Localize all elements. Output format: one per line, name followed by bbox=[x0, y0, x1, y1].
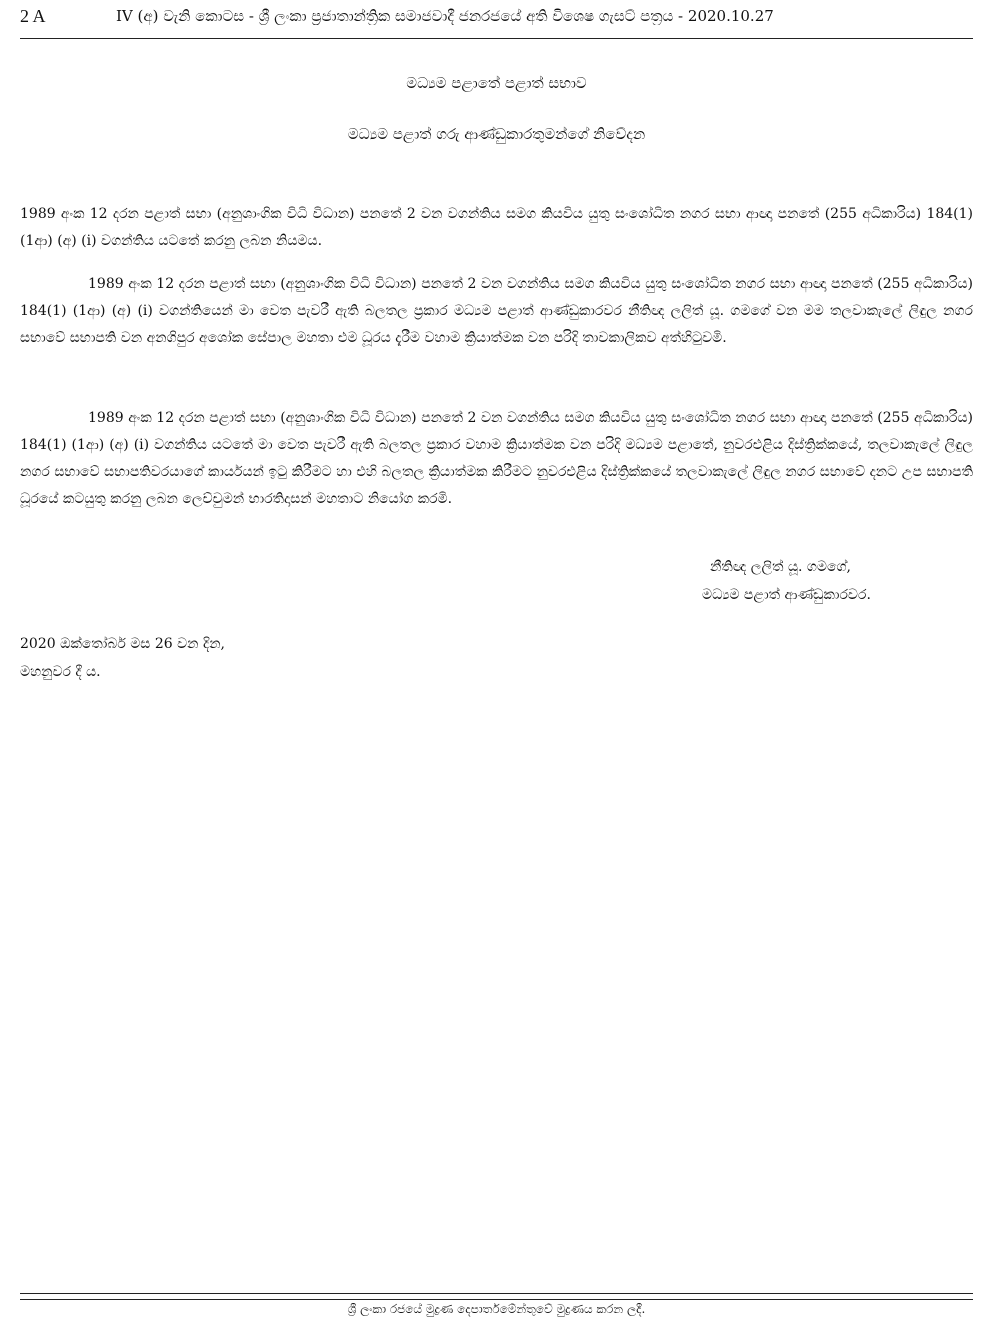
page-header bbox=[20, 6, 973, 36]
header-divider bbox=[20, 38, 973, 39]
notice-heading: මධ්‍යම පළාත් ගරු ආණ්ඩුකාරතුමන්ගේ නිවේදන bbox=[347, 125, 646, 143]
date-place-block bbox=[20, 630, 225, 686]
council-heading: මධ්‍යම පළාතේ පළාත් සභාව bbox=[406, 74, 587, 92]
issue-place: මහනුවර දී ය. bbox=[20, 664, 101, 680]
page-number: 2 A bbox=[20, 6, 46, 26]
signatory-name: නීතිඥ ලලිත් යූ. ගමගේ, bbox=[710, 559, 851, 575]
footer-divider bbox=[20, 1293, 973, 1300]
signatory-title: මධ්‍යම පළාත් ආණ්ඩුකාරවර. bbox=[702, 587, 871, 603]
directive-paragraph: 1989 අංක 12 දරන පළාත් සභා (අනුශාංගික විධි විධාන) පනතේ 2 වන වගන්තිය සමග කියවිය යුතු සංශෝධිත නගර සභා ආඥා පනතේ (255 අධිකාරිය) 184(1) (1ආ) (අ) (i) වගන්තිය යටතේ මා වෙත පැවරී ඇති බලතල ප්‍රකාර වහාම ක්‍රියාත්මක වන පරිදි මධ්‍යම පළාතේ, නුවරඑළිය දිස්ත්‍රික්කයේ, තලවාකැලේ ලිඳුල නගර සභාවේ සභාපතිවරයාගේ කාර්යයන් ඉටු කිරීමට හා එහි බලතල ක්‍රියාත්මක කිරීමට නුවරඑළිය දිස්ත්‍රික්කයේ තලවාකැලේ ලිඳුල නගර සභාවේ දනට උප සභාපති ධූරයේ කටයුතු කරනු ලබන ලෙච්චුමන් භාරතිදාසන් මහතාට නියෝග කරමි. bbox=[20, 410, 973, 507]
signature-block bbox=[640, 553, 980, 609]
printer-footer: ශ්‍රී ලංකා රජයේ මුද්‍රණ දෙපාර්තමේන්තුවේ මුද්‍රණය කරන ලදී. bbox=[347, 1302, 646, 1316]
intro-paragraph: 1989 අංක 12 දරන පළාත් සභා (අනුශාංගික විධි විධාන) පනතේ 2 වන වගන්තිය සමග කියවිය යුතු සංශෝධිත නගර සභා ආඥා පනතේ (255 අධිකාරිය) 184(1) (1ආ) (අ) (i) වගන්තිය යටතේ කරනු ලබන නියමය. bbox=[20, 206, 973, 249]
suspension-paragraph: 1989 අංක 12 දරන පළාත් සභා (අනුශාංගික විධි විධාන) පනතේ 2 වන වගන්තිය සමග කියවිය යුතු සංශෝධිත නගර සභා ආඥා පනතේ (255 අධිකාරිය) 184(1) (1ආ) (අ) (i) වගන්තියෙන් මා වෙත පැවරී ඇති බලතල ප්‍රකාර මධ්‍යම පළාත් ආණ්ඩුකාරවර නීතිඥ ලලිත් යූ. ගමගේ වන මම තලවාකැලේ ලිඳුල නගර සභාවේ සභාපති වන අනගිපුර අශෝක සේපාල මහතා එම ධූරය දැරීම වහාම ක්‍රියාත්මක වන පරිදි තාවකාලිකව අත්හිටුවමි. bbox=[20, 276, 973, 346]
gazette-header-title: IV (අ) වැනි කොටස - ශ්‍රී ලංකා ප්‍රජාතාන්ත්‍රික සමාජවාදී ජනරජයේ අති විශෙෂ ගැසට් පත්‍රය - 2020.10.27 bbox=[116, 7, 774, 25]
issue-date: 2020 ඔක්තෝබර් මස 26 වන දින, bbox=[20, 636, 226, 652]
